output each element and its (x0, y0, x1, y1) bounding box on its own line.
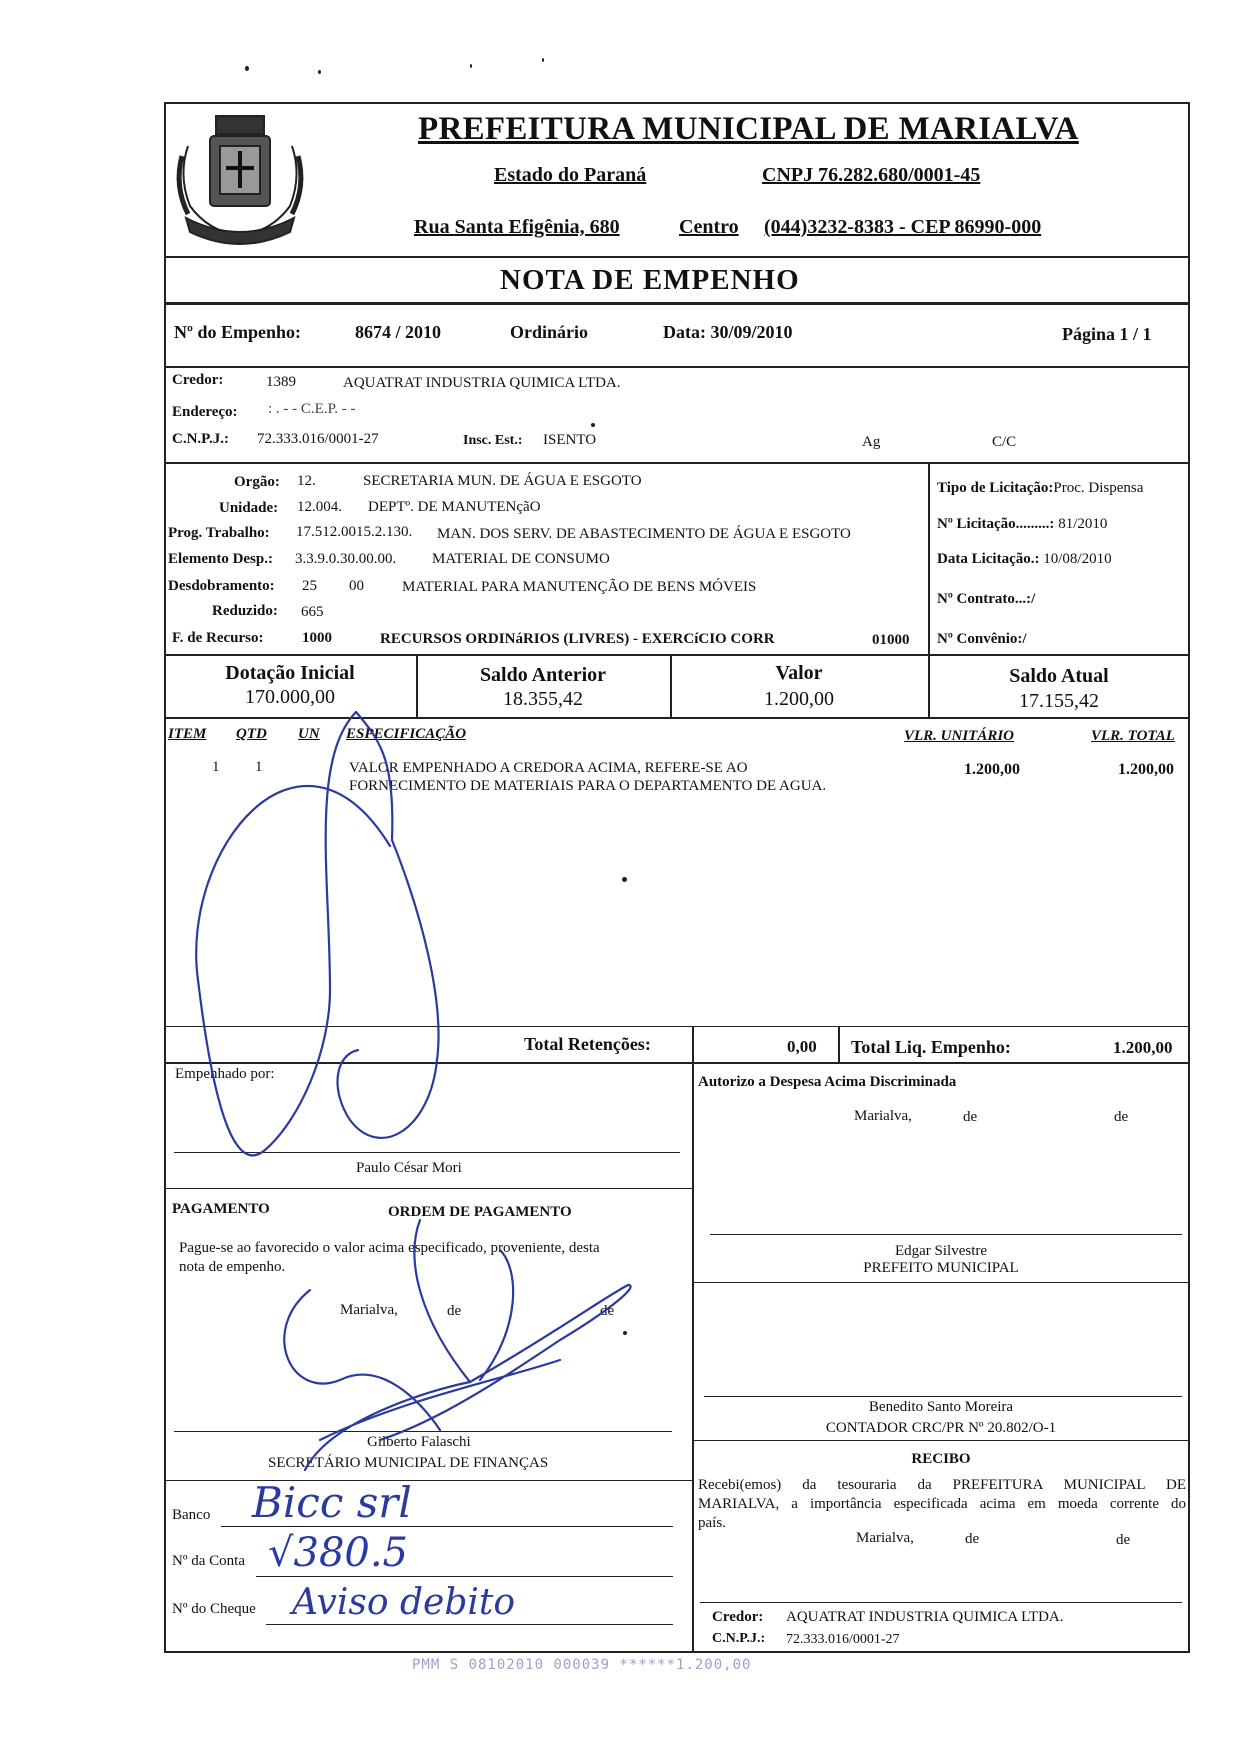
recibo-cnpj-label: C.N.P.J.: (712, 1631, 766, 1646)
endereco-value: : . - - C.E.P. - - (268, 401, 356, 417)
banco-handwritten: Bicc srl (252, 1478, 412, 1527)
licitacao-number-value: 81/2010 (1058, 516, 1108, 532)
credor-name: AQUATRAT INDUSTRIA QUIMICA LTDA. (343, 375, 621, 391)
total-liq-label: Total Liq. Empenho: (851, 1037, 1011, 1057)
empenho-type: Ordinário (510, 322, 589, 342)
col-qtd: QTD (236, 726, 267, 742)
ordem-pagamento: ORDEM DE PAGAMENTO (388, 1204, 572, 1220)
col-especificacao: ESPECIFICAÇÃO (346, 726, 467, 742)
cheque-label: Nº do Cheque (172, 1601, 256, 1617)
recurso-label: F. de Recurso: (172, 630, 264, 646)
pagamento-de2: de (600, 1303, 615, 1319)
col-item: ITEM (168, 726, 207, 742)
state-name: Estado do Paraná (494, 164, 647, 186)
recibo-text-1: Recebi(emos) da tesouraria da PREFEITURA MUNICIPAL DE (698, 1477, 1186, 1493)
unidade-name: DEPTº. DE MANUTENçãO (368, 499, 541, 515)
recibo-title: RECIBO (911, 1451, 971, 1467)
recibo-de1: de (965, 1531, 980, 1547)
recurso-sub: 01000 (872, 632, 910, 648)
elemento-name: MATERIAL DE CONSUMO (432, 551, 610, 567)
autorizo-city: Marialva, (854, 1108, 912, 1124)
recurso-name: RECURSOS ORDINáRIOS (LIVRES) - EXERCíCIO CORR (380, 631, 775, 647)
empenho-signature (196, 712, 438, 1155)
convenio-number: Nº Convênio:/ (937, 631, 1027, 647)
item-desc-line2: FORNECIMENTO DE MATERIAIS PARA O DEPARTAMENTO DE AGUA. (349, 778, 827, 794)
desdobramento-name: MATERIAL PARA MANUTENÇÃO DE BENS MÓVEIS (402, 579, 757, 595)
cnpj-header: CNPJ 76.282.680/0001-45 (762, 164, 981, 186)
endereco-label: Endereço: (172, 404, 238, 420)
item-number: 1 (212, 759, 220, 775)
licitacao-type-key: Tipo de Licitação: (937, 480, 1054, 496)
pagamento-text-1: Pague-se ao favorecido o valor acima especificado, proveniente, desta (179, 1240, 600, 1256)
autorizo-text: Autorizo a Despesa Acima Discriminada (698, 1074, 957, 1090)
cnpj-label: C.N.P.J.: (172, 431, 229, 447)
cc-label: C/C (992, 434, 1017, 450)
item-unit-value: 1.200,00 (964, 761, 1020, 778)
reduzido-label: Reduzido: (212, 603, 278, 619)
recibo-text-2: MARIALVA, a importância especificada acima em moeda corrente do (698, 1496, 1186, 1512)
unidade-code: 12.004. (297, 499, 342, 515)
prog-label: Prog. Trabalho: (168, 525, 270, 541)
licitacao-date-key: Data Licitação.: (937, 551, 1040, 567)
document-title: NOTA DE EMPENHO (500, 264, 800, 296)
insc-label: Insc. Est.: (463, 433, 523, 448)
pagamento-de1: de (447, 1303, 462, 1319)
pagamento-label: PAGAMENTO (172, 1201, 270, 1217)
municipality-title: PREFEITURA MUNICIPAL DE MARIALVA (418, 111, 1079, 147)
item-qtd: 1 (255, 759, 263, 775)
reduzido-value: 665 (301, 604, 324, 620)
total-retencoes-value: 0,00 (787, 1037, 817, 1056)
dotacao-label: Dotação Inicial (225, 662, 355, 684)
contrato-number: Nº Contrato...:/ (937, 591, 1036, 607)
credor-code: 1389 (266, 374, 296, 390)
desdobramento-sub: 00 (349, 578, 364, 594)
credor-label: Credor: (172, 372, 224, 388)
desdobramento-code: 25 (302, 578, 317, 594)
pagamento-text-2: nota de empenho. (179, 1259, 286, 1275)
recibo-cnpj-value: 72.333.016/0001-27 (786, 1632, 900, 1647)
ag-label: Ag (862, 434, 881, 450)
col-un: UN (298, 726, 320, 742)
recibo-city: Marialva, (856, 1530, 914, 1546)
cheque-stamp: PMM S 08102010 000039 ******1.200,00 (412, 1657, 752, 1673)
cnpj-value: 72.333.016/0001-27 (257, 431, 379, 447)
recurso-code: 1000 (302, 630, 332, 646)
secretario-signature (284, 1220, 630, 1470)
recibo-de2: de (1116, 1532, 1131, 1548)
licitacao-number-key: Nº Licitação.........: (937, 516, 1055, 532)
empenho-number-label: Nº do Empenho: (174, 322, 301, 342)
empenho-date: Data: 30/09/2010 (663, 322, 793, 342)
page-number: Página 1 / 1 (1062, 324, 1152, 344)
total-retencoes-label: Total Retenções: (524, 1034, 651, 1054)
col-vlr-unitario: VLR. UNITÁRIO (904, 728, 1015, 744)
empenhado-name: Paulo César Mori (356, 1160, 462, 1176)
recibo-credor-label: Credor: (712, 1609, 764, 1625)
secretario-title: SECRETÁRIO MUNICIPAL DE FINANÇAS (268, 1455, 549, 1471)
saldo-anterior-value: 18.355,42 (503, 688, 583, 710)
unidade-label: Unidade: (219, 500, 279, 516)
dotacao-value: 170.000,00 (245, 686, 335, 708)
insc-value: ISENTO (543, 432, 597, 448)
elemento-code: 3.3.9.0.30.00.00. (295, 551, 397, 567)
banco-label: Banco (172, 1507, 211, 1523)
saldo-anterior-label: Saldo Anterior (479, 664, 607, 686)
elemento-label: Elemento Desp.: (168, 551, 273, 567)
valor-label: Valor (775, 662, 823, 684)
phone-cep: (044)3232-8383 - CEP 86990-000 (764, 216, 1042, 238)
prog-code: 17.512.0015.2.130. (296, 524, 413, 540)
orgao-code: 12. (297, 473, 316, 489)
district: Centro (679, 216, 739, 238)
item-desc-line1: VALOR EMPENHADO A CREDORA ACIMA, REFERE-SE AO (349, 760, 748, 776)
prog-name: MAN. DOS SERV. DE ABASTECIMENTO DE ÁGUA E ESGOTO (437, 526, 851, 542)
secretario-name: Gilberto Falaschi (367, 1434, 471, 1450)
col-vlr-total: VLR. TOTAL (1091, 728, 1175, 744)
autorizo-de1: de (963, 1109, 978, 1125)
prefeito-name: Edgar Silvestre (894, 1243, 988, 1259)
autorizo-de2: de (1114, 1109, 1129, 1125)
contador-title: CONTADOR CRC/PR Nº 20.802/O-1 (825, 1420, 1057, 1436)
conta-handwritten: √380.5 (268, 1530, 408, 1576)
street-address: Rua Santa Efigênia, 680 (414, 216, 620, 238)
recibo-text-3: país. (698, 1515, 726, 1531)
contador-name: Benedito Santo Moreira (868, 1399, 1014, 1415)
orgao-label: Orgão: (234, 474, 280, 490)
recibo-credor-name: AQUATRAT INDUSTRIA QUIMICA LTDA. (786, 1609, 1064, 1625)
prefeito-title: PREFEITO MUNICIPAL (863, 1260, 1019, 1276)
desdobramento-label: Desdobramento: (168, 578, 275, 594)
orgao-name: SECRETARIA MUN. DE ÁGUA E ESGOTO (363, 473, 642, 489)
conta-label: Nº da Conta (172, 1553, 245, 1569)
licitacao-date-value: 10/08/2010 (1043, 551, 1112, 567)
saldo-atual-value: 17.155,42 (1019, 690, 1099, 712)
total-liq-value: 1.200,00 (1113, 1038, 1173, 1057)
pagamento-city: Marialva, (340, 1302, 398, 1318)
valor-value: 1.200,00 (764, 688, 834, 710)
licitacao-type-value: Proc. Dispensa (1053, 480, 1144, 496)
cheque-handwritten: Aviso debito (292, 1582, 516, 1623)
saldo-atual-label: Saldo Atual (1009, 665, 1109, 687)
empenhado-label: Empenhado por: (175, 1066, 275, 1082)
empenho-number-value: 8674 / 2010 (355, 322, 442, 342)
item-total-value: 1.200,00 (1118, 761, 1174, 778)
